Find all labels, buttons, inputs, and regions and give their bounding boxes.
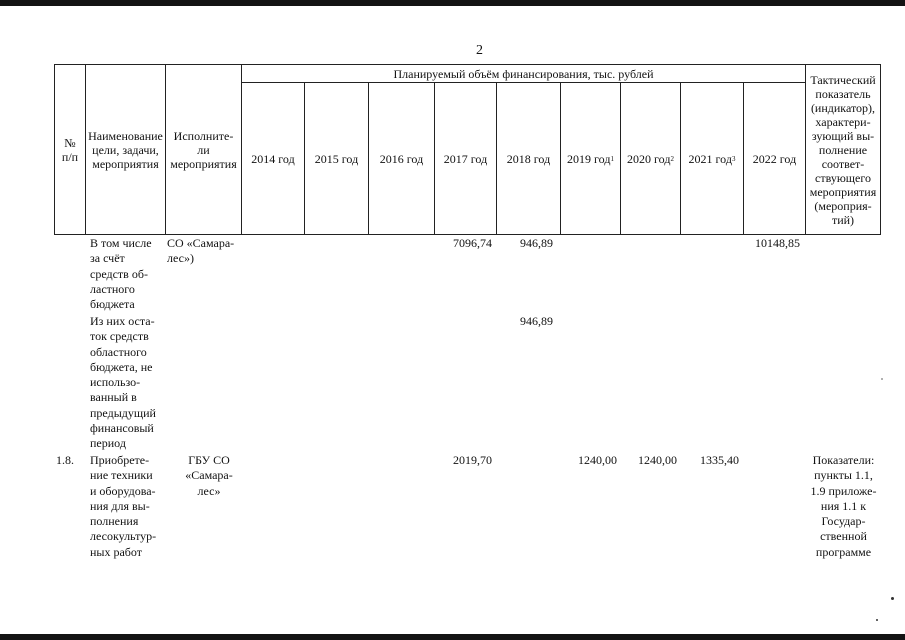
row-2-name: Из них оста- ток средств областного бюджета, не использо- ванный в предыдущий финансовый период — [90, 314, 156, 451]
row-1-name: В том числе за счёт средств об- ластного бюджета — [90, 236, 152, 312]
page-top-edge — [0, 0, 905, 6]
year-label: 2022 год — [752, 151, 797, 166]
row-1-2018: 946,89 — [520, 236, 553, 250]
header-funding-title: Планируемый объём финансирования, тыс. рублей — [241, 64, 805, 82]
header-executor: Исполните- ли мероприятия — [165, 64, 241, 234]
page-bottom-edge — [0, 634, 905, 640]
year-label: 2020 год — [627, 151, 671, 166]
row-1-executor: СО «Самара- лес») — [167, 236, 235, 266]
table-right-border — [880, 64, 881, 234]
header-name: Наименование цели, задачи, мероприятия — [85, 64, 165, 234]
year-header: 2021 год 3 — [680, 82, 743, 234]
year-label: 2018 год — [506, 151, 551, 166]
year-header — [496, 82, 560, 234]
year-label: 2021 год — [688, 151, 732, 166]
year-header — [368, 82, 434, 234]
header-num: № п/п — [54, 64, 85, 234]
row-2-2018: 946,89 — [520, 314, 553, 328]
year-header: 2019 год 1 — [560, 82, 620, 234]
header-bottom-border — [54, 234, 881, 235]
year-header — [434, 82, 496, 234]
year-header — [304, 82, 368, 234]
year-label: 2015 год — [314, 151, 359, 166]
row-1-2017: 7096,74 — [453, 236, 492, 250]
row-3-2021: 1335,40 — [700, 453, 739, 467]
year-label: 2019 год — [567, 151, 611, 166]
year-label: 2017 год — [443, 151, 488, 166]
row-3-indicator: Показатели: пункты 1.1, 1.9 приложе- ния 1.1 к Государ- ственной программе — [810, 453, 877, 559]
page-number: 2 — [476, 43, 483, 58]
header-indicator: Тактический показатель (индикатор), характери- зующий вы- полнение соответ- ствующего мероприятия (мероприя- тий) — [805, 64, 880, 234]
row-3-2020: 1240,00 — [638, 453, 677, 467]
row-3-2019: 1240,00 — [578, 453, 617, 467]
year-header — [743, 82, 805, 234]
year-label: 2016 год — [379, 151, 424, 166]
year-header — [241, 82, 304, 234]
scan-speck — [881, 378, 883, 380]
scan-speck — [891, 597, 894, 600]
year-label: 2014 год — [251, 151, 295, 166]
year-header: 2020 год 2 — [620, 82, 680, 234]
row-3-executor: ГБУ СО «Самара- лес» — [185, 453, 233, 498]
scan-speck — [876, 619, 878, 621]
row-3-num: 1.8. — [56, 453, 74, 467]
row-3-name: Приобрете- ние техники и оборудова- ния для вы- полнения лесокультур- ных работ — [90, 453, 157, 559]
row-3-2017: 2019,70 — [453, 453, 492, 467]
row-1-2022: 10148,85 — [755, 236, 800, 250]
